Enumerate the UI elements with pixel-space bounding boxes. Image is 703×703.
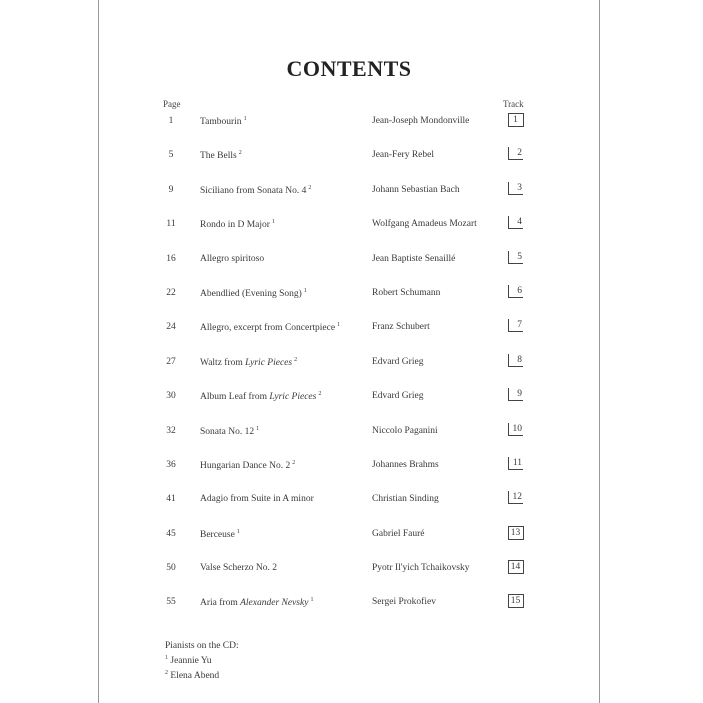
pianist-mark: 2 (318, 391, 322, 398)
entry-track: 15 (508, 594, 524, 608)
footnote-item (165, 652, 239, 667)
entry-title: Berceuse $^1$ (200, 528, 240, 540)
entry-track: 3 (508, 182, 523, 195)
entry-composer: Johann Sebastian Bach (372, 184, 460, 195)
pianist-mark: 2 (308, 184, 312, 191)
entry-page: 5 (168, 150, 174, 161)
entry-title: Adagio from Suite in A minor (200, 494, 314, 505)
entry-page: 24 (166, 322, 176, 333)
list-item (99, 457, 599, 491)
entry-page: 50 (166, 563, 176, 574)
entry-title: Sonata No. 12 $^1$ (200, 425, 260, 437)
list-item (99, 354, 599, 388)
entry-track: 1 (508, 113, 524, 127)
entry-composer: Jean-Joseph Mondonville (372, 116, 470, 126)
entry-track: 5 (508, 251, 523, 264)
entry-track: 13 (508, 526, 524, 540)
list-item (99, 423, 599, 457)
entry-title: Album Leaf from Lyric Pieces $^2$ (200, 391, 322, 403)
footnote-heading: Pianists on the CD: (165, 641, 239, 651)
entry-track: 6 (508, 285, 523, 298)
entry-page: 41 (166, 494, 176, 505)
entry-track: 4 (508, 216, 523, 229)
pianist-mark: 1 (243, 116, 247, 122)
entry-track: 8 (508, 354, 523, 367)
pianist-mark: 1 (310, 597, 314, 604)
footnote-mark: 1 (165, 655, 168, 661)
contents-list (99, 113, 599, 629)
entry-title: Rondo in D Major $^1$ (200, 219, 275, 231)
entry-composer: Gabriel Fauré (372, 528, 425, 539)
entry-title-italic: Lyric Pieces (269, 392, 317, 403)
entry-track: 9 (508, 388, 523, 401)
entry-composer: Franz Schubert (372, 322, 430, 333)
pianist-mark: 2 (292, 459, 296, 466)
entry-title-italic: Alexander Nevsky (240, 598, 309, 609)
track-column-header: Track (503, 99, 524, 109)
list-item (99, 147, 599, 181)
list-item (99, 526, 599, 560)
entry-title: Abendlied (Evening Song) $^1$ (200, 287, 307, 300)
entry-composer: Robert Schumann (372, 287, 441, 298)
entry-composer: Wolfgang Amadeus Mozart (372, 219, 477, 230)
entry-page: 30 (166, 391, 176, 402)
footnote-mark: 2 (165, 670, 168, 677)
pianist-mark: 1 (337, 322, 341, 329)
entry-title: Allegro spiritoso (200, 253, 265, 264)
entry-title: Hungarian Dance No. 2 $^2$ (200, 459, 296, 472)
footnote-item (165, 667, 239, 682)
pianist-mark: 1 (236, 528, 240, 535)
entry-title: Tambourin $^1$ (200, 116, 247, 128)
entry-composer: Pyotr Il'yich Tchaikovsky (372, 563, 470, 574)
entry-page: 55 (166, 597, 176, 608)
list-item (99, 113, 599, 147)
pianist-name: Elena Abend (168, 671, 220, 682)
list-item (99, 319, 599, 353)
entry-composer: Christian Sinding (372, 494, 439, 505)
footnote (165, 640, 239, 682)
entry-composer: Edvard Grieg (372, 391, 424, 402)
entry-page: 16 (166, 253, 176, 264)
pianist-mark: 1 (271, 219, 275, 226)
entry-composer: Niccolo Paganini (372, 425, 438, 436)
footnote-list (165, 652, 239, 682)
document-page (98, 0, 600, 703)
entry-track: 12 (508, 491, 523, 504)
entry-composer: Jean-Fery Rebel (372, 150, 434, 161)
entry-title: The Bells $^2$ (200, 150, 242, 162)
entry-page: 32 (166, 425, 176, 436)
list-item (99, 216, 599, 250)
entry-track: 2 (508, 147, 523, 160)
entry-page: 27 (166, 356, 176, 367)
entry-track: 10 (508, 423, 523, 436)
entry-track: 11 (508, 457, 523, 470)
list-item (99, 388, 599, 422)
entry-composer: Sergei Prokofiev (372, 597, 436, 608)
entry-composer: Johannes Brahms (372, 459, 439, 470)
entry-page: 36 (166, 459, 176, 470)
pianist-mark: 1 (256, 425, 260, 432)
entry-title: Siciliano from Sonata No. 4 $^2$ (200, 184, 312, 196)
list-item (99, 251, 599, 285)
entry-title: Aria from Alexander Nevsky $^1$ (200, 597, 314, 609)
pianist-mark: 2 (238, 150, 242, 157)
pianist-mark: 2 (294, 356, 298, 363)
entry-title: Valse Scherzo No. 2 (200, 563, 278, 574)
entry-track: 14 (508, 560, 524, 574)
entry-title-italic: Lyric Pieces (245, 357, 293, 368)
entry-track: 7 (508, 319, 523, 332)
list-item (99, 560, 599, 594)
entry-composer: Jean Baptiste Senaillé (372, 253, 456, 264)
entry-page: 1 (168, 116, 174, 126)
list-item (99, 285, 599, 319)
page-title: CONTENTS (286, 56, 412, 81)
page-column-header: Page (163, 99, 181, 109)
entry-page: 11 (166, 219, 176, 230)
entry-page: 22 (166, 287, 176, 298)
entry-page: 9 (168, 184, 174, 195)
entry-page: 45 (166, 528, 176, 539)
pianist-mark: 1 (303, 287, 307, 294)
entry-title: Waltz from Lyric Pieces $^2$ (200, 356, 298, 368)
list-item (99, 594, 599, 628)
entry-composer: Edvard Grieg (372, 356, 424, 367)
list-item (99, 182, 599, 216)
pianist-name: Jeannie Yu (168, 656, 212, 667)
list-item (99, 491, 599, 525)
entry-title: Allegro, excerpt from Concertpiece $^1$ (200, 322, 341, 334)
